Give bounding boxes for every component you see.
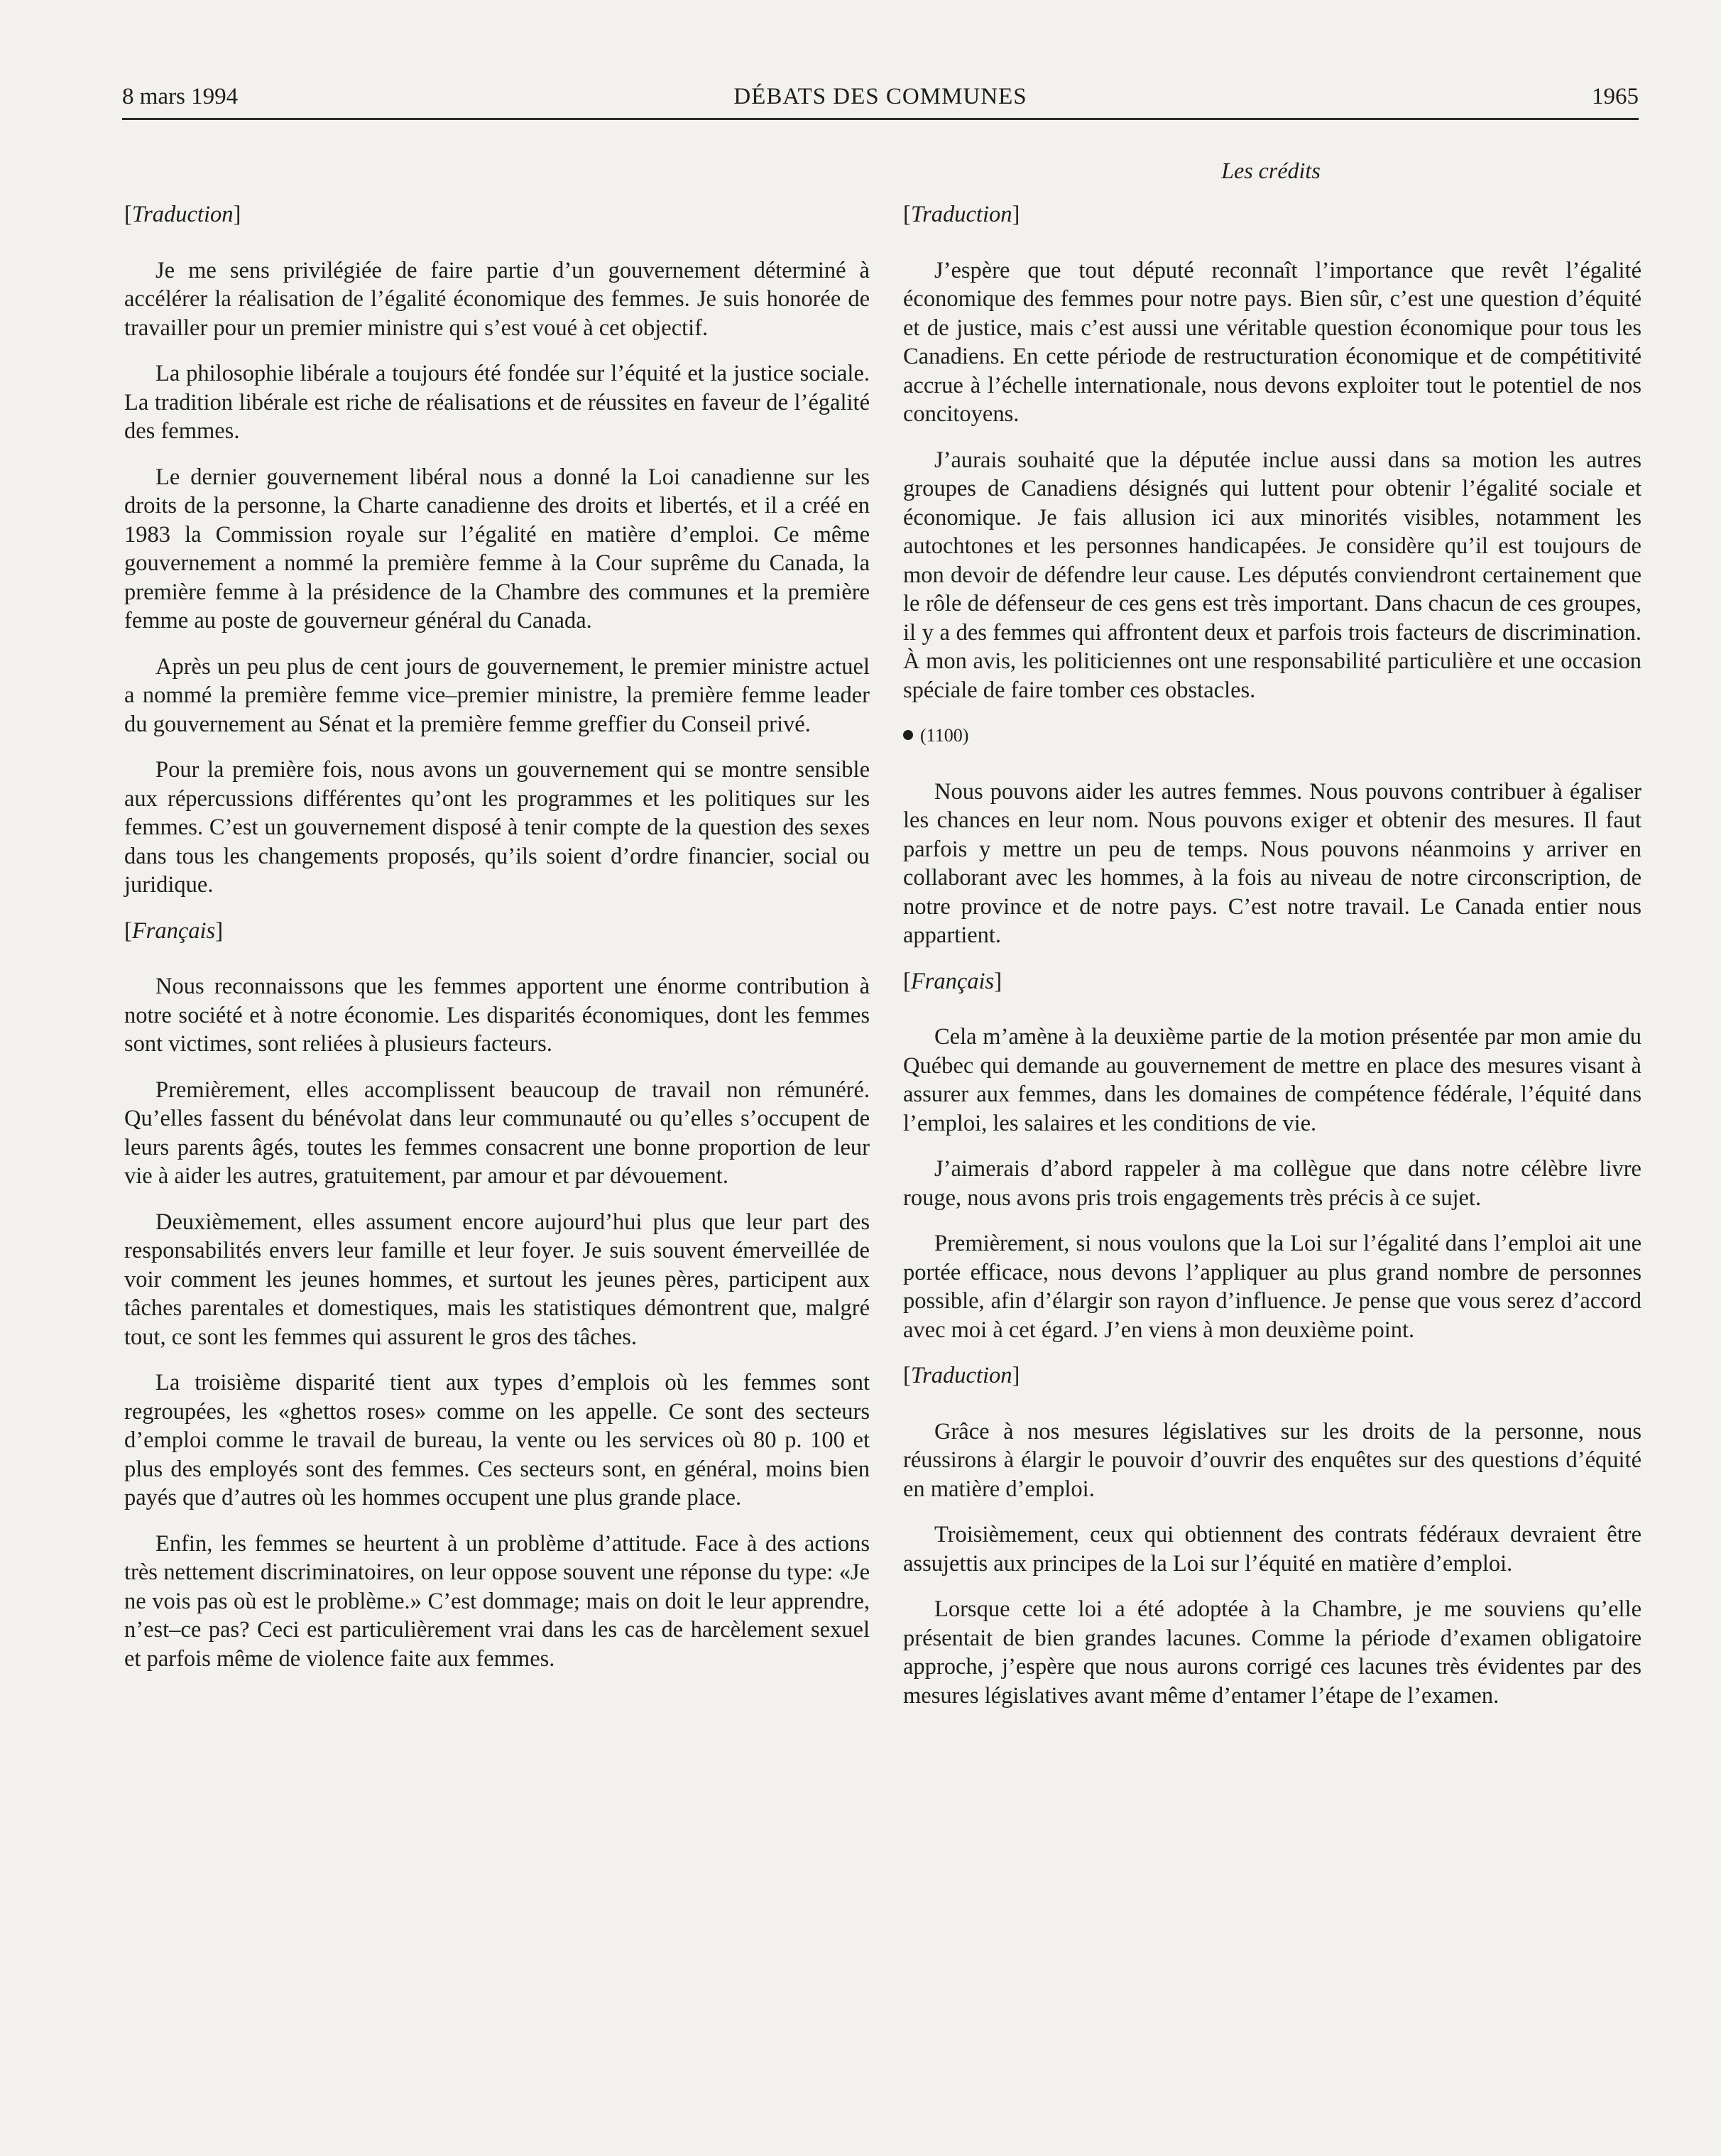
paragraph: J’aimerais d’abord rappeler à ma collègue que dans notre célèbre livre rouge, nous avons pris trois engagements très précis à ce sujet.	[903, 1156, 1641, 1211]
language-tag-text: Français	[910, 968, 995, 994]
paragraph: Pour la première fois, nous avons un gouvernement qui se montre sensible aux répercussions différentes qu’ont les programmes et les politiques sur les femmes. C’est un gouvernement disposé à tenir compte de la question des sexes dans tous les changements proposés, qu’ils soient d’ordre financier, social ou juridique.	[124, 757, 870, 898]
language-tag-text: Traduction	[131, 202, 234, 227]
paragraph: Après un peu plus de cent jours de gouvernement, le premier ministre actuel a nommé la première femme vice–premier ministre, la première femme leader du gouvernement au Sénat et la première femme greffier du Conseil privé.	[124, 653, 870, 737]
paragraph: Premièrement, elles accomplissent beaucoup de travail non rémunéré. Qu’elles fassent du bénévolat dans leur communauté ou qu’elles s’occupent de leurs parents âgés, toutes les femmes consacrent une bonne proportion de leur vie à aider les autres, gratuitement, par amour et par dévouement.	[124, 1077, 870, 1189]
paragraph: Deuxièmement, elles assument encore aujourd’hui plus que leur part des responsabilités envers leur famille et leur foyer. Je suis souvent émerveillée de voir comment les jeunes hommes, et surtout les jeunes pères, participent aux tâches parentales et domestiques, mais les statistiques démontrent que, malgré tout, ce sont les femmes qui assurent le gros des tâches.	[124, 1209, 870, 1350]
language-tag-text: Traduction	[910, 202, 1012, 227]
header-title: DÉBATS DES COMMUNES	[733, 84, 1027, 109]
language-tag: [Traduction]	[903, 1363, 1020, 1388]
page-header	[122, 80, 1639, 116]
running-head: Les crédits	[1221, 158, 1321, 183]
language-tag: [Traduction]	[903, 202, 1020, 227]
language-tag-text: Français	[131, 918, 216, 944]
paragraph: Enfin, les femmes se heurtent à un problème d’attitude. Face à des actions très nettement discriminatoires, on leur oppose souvent une réponse du type: «Je ne vois pas où est le problème.» C’est dommage; mais on doit le leur apprendre, n’est–ce pas? Ceci est particulièrement vrai dans les cas de harcèlement sexuel et parfois même de violence faite aux femmes.	[124, 1530, 870, 1672]
paragraph: La philosophie libérale a toujours été fondée sur l’équité et la justice sociale. La tradition libérale est riche de réalisations et de réussites en faveur de l’égalité des femmes.	[124, 361, 870, 444]
right-column	[903, 200, 1641, 1727]
page-number: 1965	[1592, 84, 1639, 109]
paragraph: Je me sens privilégiée de faire partie d’un gouvernement déterminé à accélérer la réalisation de l’égalité économique des femmes. Je suis honorée de travailler pour un premier ministre qui s’est voué à cet objectif.	[124, 257, 870, 341]
bullet-icon	[903, 730, 913, 740]
left-column	[124, 200, 870, 1690]
language-tag: [Français]	[124, 918, 224, 944]
paragraph: Troisièmement, ceux qui obtiennent des contrats fédéraux devraient être assujettis aux principes de la Loi sur l’équité en matière d’emploi.	[903, 1522, 1641, 1577]
language-tag: [Traduction]	[124, 202, 241, 227]
header-date: 8 mars 1994	[122, 84, 239, 109]
header-rule	[122, 118, 1639, 120]
paragraph: Lorsque cette loi a été adoptée à la Chambre, je me souviens qu’elle présentait de bien grandes lacunes. Comme la période d’examen obligatoire approche, j’espère que nous aurons corrigé ces lacunes très évidentes par des mesures législatives avant même d’entamer l’étape de l’examen.	[903, 1596, 1641, 1709]
paragraph: Le dernier gouvernement libéral nous a donné la Loi canadienne sur les droits de la personne, la Charte canadienne des droits et libertés, et il a créé en 1983 la Commission royale sur l’égalité en matière d’emploi. Ce même gouvernement a nommé la première femme à la Cour suprême du Canada, la première femme à la présidence de la Chambre des communes et la première femme au poste de gouverneur général du Canada.	[124, 464, 870, 633]
paragraph: Grâce à nos mesures législatives sur les droits de la personne, nous réussirons à élargir le pouvoir d’ouvrir des enquêtes sur des questions d’équité en matière d’emploi.	[903, 1418, 1641, 1502]
paragraph: Nous reconnaissons que les femmes apportent une énorme contribution à notre société et à notre économie. Les disparités économiques, dont les femmes sont victimes, sont reliées à plusieurs facteurs.	[124, 974, 870, 1057]
language-tag-text: Traduction	[910, 1363, 1012, 1388]
paragraph: Cela m’amène à la deuxième partie de la motion présentée par mon amie du Québec qui demande au gouvernement de mettre en place des mesures visant à assurer aux femmes, dans les domaines de compétence fédérale, l’équité dans l’emploi, les salaires et les conditions de vie.	[903, 1024, 1641, 1136]
paragraph: La troisième disparité tient aux types d’emplois où les femmes sont regroupées, les «ghettos roses» comme on les appelle. Ce sont des secteurs d’emploi comme le travail de bureau, la vente ou les services où 80 p. 100 et plus des employés sont des femmes. Ces secteurs sont, en général, moins bien payés que d’autres où les hommes occupent une plus grande place.	[124, 1370, 870, 1510]
language-tag: [Français]	[903, 968, 1002, 994]
timestamp-text: (1100)	[920, 725, 969, 746]
paragraph: J’espère que tout député reconnaît l’importance que revêt l’égalité économique des femmes pour notre pays. Bien sûr, c’est une question d’équité et de justice, mais c’est aussi une véritable question économique pour tous les Canadiens. En cette période de restructuration économique et de compétitivité accrue à l’échelle internationale, nous devons exploiter tout le potentiel de nos concitoyens.	[903, 257, 1641, 427]
paragraph: J’aurais souhaité que la députée inclue aussi dans sa motion les autres groupes de Canadiens désignés qui luttent pour obtenir l’égalité sociale et économique. Je fais allusion ici aux minorités visibles, notamment les autochtones et les personnes handicapées. Je considère qu’il est toujours de mon devoir de défendre leur cause. Les députés conviendront certainement que le rôle de défenseur de ces gens est très important. Dans chacun de ces groupes, il y a des femmes qui affrontent deux et parfois trois facteurs de discrimination. À mon avis, les politiciennes ont une responsabilité particulière et une occasion spéciale de faire tomber ces obstacles.	[903, 447, 1641, 703]
timestamp	[903, 722, 1641, 751]
paragraph: Premièrement, si nous voulons que la Loi sur l’égalité dans l’emploi ait une portée efficace, nous devons l’appliquer au plus grand nombre de personnes possible, afin d’élargir son rayon d’influence. Je pense que vous serez d’accord avec moi à cet égard. J’en viens à mon deuxième point.	[903, 1231, 1641, 1343]
paragraph: Nous pouvons aider les autres femmes. Nous pouvons contribuer à égaliser les chances en leur nom. Nous pouvons exiger et obtenir des mesures. Il faut parfois y mettre un peu de temps. Nous pouvons néanmoins y arriver en collaborant avec les hommes, à la fois au niveau de notre circonscription, de notre province et de notre pays. C’est notre travail. Le Canada entier nous appartient.	[903, 778, 1641, 948]
